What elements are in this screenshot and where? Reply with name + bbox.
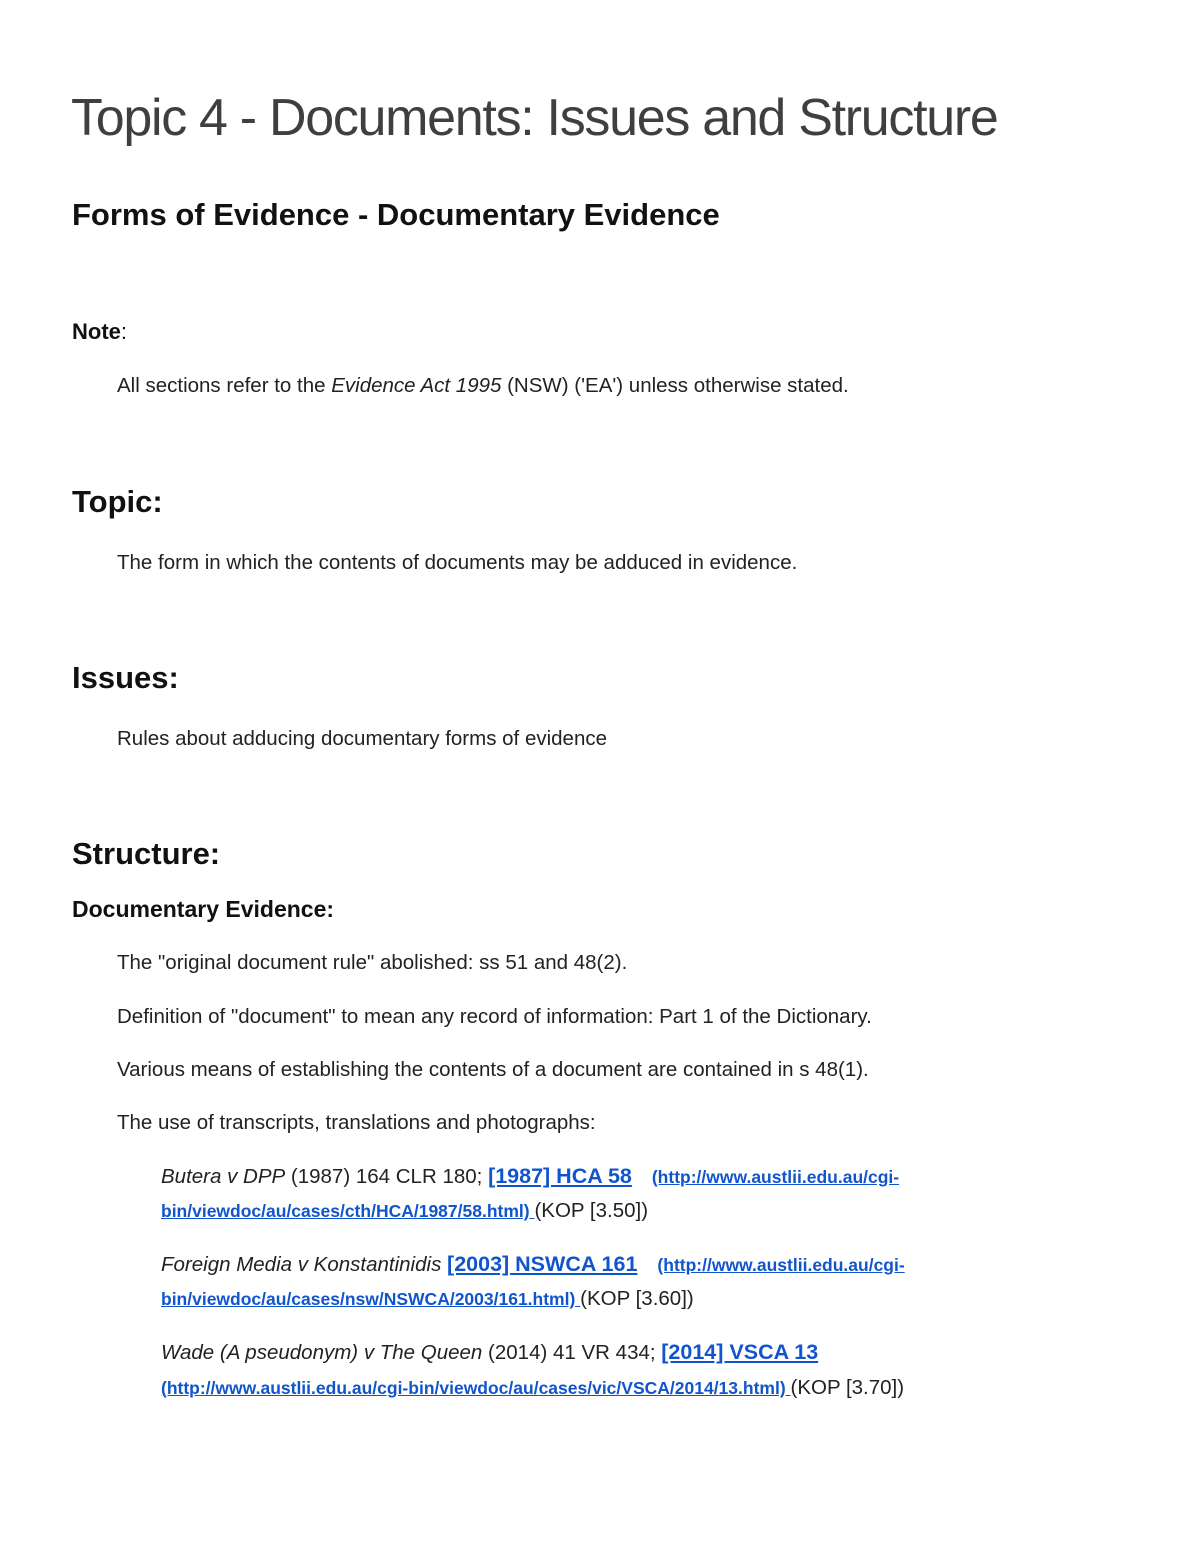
note-heading [72, 319, 127, 345]
case-citation-line2 [161, 1287, 694, 1311]
case-report: (1987) 164 CLR 180; [285, 1165, 489, 1188]
structure-heading: Structure: [72, 836, 221, 871]
case-kop: (KOP [3.60]) [580, 1287, 694, 1310]
case-citation-line2 [161, 1376, 904, 1400]
case-neutral-link[interactable]: [2014] VSCA 13 [661, 1340, 819, 1364]
section-subtitle: Forms of Evidence - Documentary Evidence [72, 197, 720, 232]
case-url-link[interactable]: bin/viewdoc/au/cases/cth/HCA/1987/58.html) [161, 1201, 535, 1221]
structure-paragraph: The use of transcripts, translations and photographs: [117, 1111, 596, 1134]
case-citation [161, 1164, 899, 1189]
case-url-link[interactable]: (http://www.austlii.edu.au/cgi- [657, 1255, 905, 1275]
case-kop: (KOP [3.70]) [790, 1376, 905, 1399]
note-text-pre: All sections refer to the [117, 374, 332, 397]
case-citation [161, 1340, 818, 1365]
note-text-post: (NSW) ('EA') unless otherwise stated. [501, 374, 849, 397]
note-act-name: Evidence Act 1995 [331, 374, 502, 397]
issues-heading: Issues: [72, 660, 179, 695]
documentary-evidence-subheading: Documentary Evidence: [72, 896, 335, 922]
case-name: Butera v DPP [161, 1165, 286, 1188]
case-name: Foreign Media v Konstantinidis [161, 1253, 442, 1276]
structure-paragraph: Various means of establishing the contents of a document are contained in s 48(1). [117, 1058, 869, 1081]
case-name: Wade (A pseudonym) v The Queen [161, 1341, 483, 1364]
case-kop: (KOP [3.50]) [534, 1199, 649, 1222]
case-url-link[interactable]: bin/viewdoc/au/cases/nsw/NSWCA/2003/161.html) [161, 1289, 581, 1309]
topic-heading: Topic: [72, 484, 163, 519]
case-url-link[interactable]: (http://www.austlii.edu.au/cgi- [651, 1167, 900, 1187]
note-text [117, 374, 849, 398]
issues-text: Rules about adducing documentary forms of evidence [117, 727, 608, 750]
topic-text: The form in which the contents of documents may be adduced in evidence. [117, 551, 798, 574]
case-url-link[interactable]: (http://www.austlii.edu.au/cgi-bin/viewdoc/au/cases/vic/VSCA/2014/13.html) [161, 1378, 791, 1398]
case-neutral-link[interactable]: [1987] HCA 58 [488, 1164, 632, 1188]
case-citation [161, 1252, 905, 1277]
note-label: Note [72, 319, 121, 344]
structure-paragraph: The "original document rule" abolished: ss 51 and 48(2). [117, 951, 628, 974]
case-citation-line2 [161, 1199, 648, 1223]
page-title: Topic 4 - Documents: Issues and Structure [71, 89, 998, 147]
case-report: (2014) 41 VR 434; [482, 1341, 662, 1364]
structure-paragraph: Definition of "document" to mean any record of information: Part 1 of the Dictionary. [117, 1005, 872, 1028]
case-neutral-link[interactable]: [2003] NSWCA 161 [447, 1252, 638, 1276]
note-colon: : [120, 319, 128, 344]
